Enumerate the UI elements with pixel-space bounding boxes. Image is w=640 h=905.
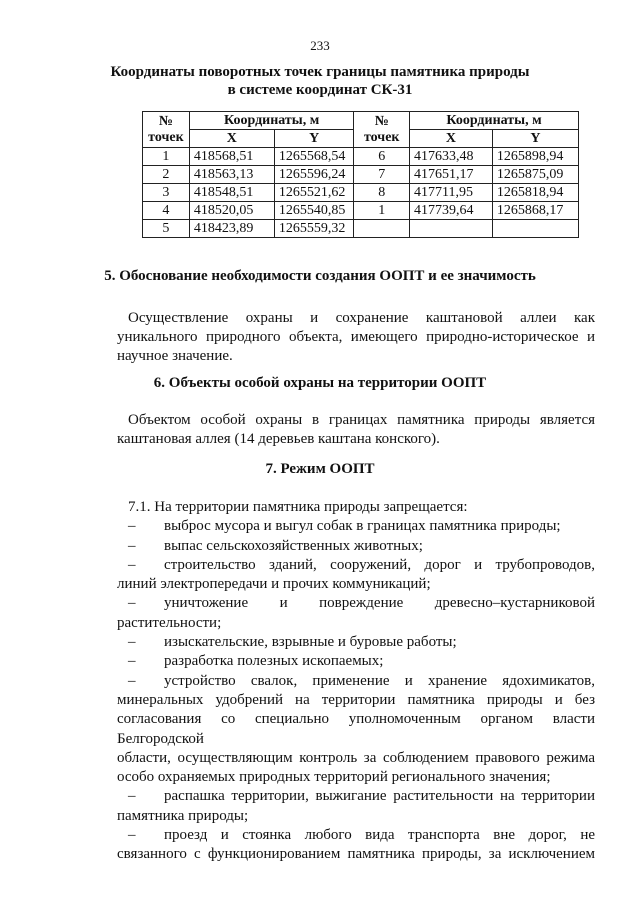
list-item: – выброс мусора и выгул собак в границах памятника природы; xyxy=(128,518,561,535)
header-y-left: Y xyxy=(274,130,354,148)
list-item-continuation: линий электропередачи и прочих коммуникаций; xyxy=(117,576,431,593)
table-cell-left-x: 418563,13 xyxy=(189,166,274,184)
list-item: – изыскательские, взрывные и буровые работы; xyxy=(128,634,457,651)
table-cell-right-y xyxy=(492,220,578,238)
list-item-continuation: связанного с функционированием памятника природы, за исключением xyxy=(117,846,595,863)
section7-heading: 7. Режим ООПТ xyxy=(265,461,375,477)
header-y-right: Y xyxy=(492,130,578,148)
table-cell-right-x xyxy=(410,220,493,238)
section7-intro: 7.1. На территории памятника природы запрещается: xyxy=(128,499,468,515)
table-cell-right-n: 8 xyxy=(354,184,410,202)
section6-paragraph xyxy=(117,411,595,449)
section5-line3: научное значение. xyxy=(117,348,233,364)
list-item: – разработка полезных ископаемых; xyxy=(128,653,384,670)
table-cell-right-y: 1265875,09 xyxy=(492,166,578,184)
table-cell-left-x: 418548,51 xyxy=(189,184,274,202)
table-cell-right-y: 1265898,94 xyxy=(492,148,578,166)
header-coordinates-left: Координаты, м xyxy=(189,112,354,130)
table-cell-left-y: 1265540,85 xyxy=(274,202,354,220)
table-cell-right-x: 417739,64 xyxy=(410,202,493,220)
section6-line2: каштановая аллея (14 деревьев каштана конского). xyxy=(117,431,440,447)
table-cell-left-x: 418423,89 xyxy=(189,220,274,238)
section5-line1: Осуществление охраны и сохранение каштановой аллеи как xyxy=(128,310,595,326)
section6-line1: Объектом особой охраны в границах памятника природы является xyxy=(128,412,595,428)
list-item: – строительство зданий, сооружений, дорог и трубопроводов, xyxy=(128,556,595,573)
table-cell-left-n: 3 xyxy=(143,184,190,202)
header-point-number-left: № точек xyxy=(143,112,190,148)
list-item-continuation: области, осуществляющим контроль за соблюдением правового режима xyxy=(117,749,595,766)
table-title-line2: в системе координат СК-31 xyxy=(227,82,413,98)
table-cell-right-x: 417711,95 xyxy=(410,184,493,202)
coordinates-table-body xyxy=(143,148,579,238)
list-item: – распашка территории, выжигание растительности на территории xyxy=(128,788,595,805)
table-cell-left-x: 418568,51 xyxy=(189,148,274,166)
table-cell-left-y: 1265521,62 xyxy=(274,184,354,202)
table-row xyxy=(143,166,579,184)
header-x-left: X xyxy=(189,130,274,148)
table-cell-left-y: 1265568,54 xyxy=(274,148,354,166)
table-cell-right-n: 7 xyxy=(354,166,410,184)
section5-paragraph xyxy=(117,309,595,366)
header-x-right: X xyxy=(410,130,493,148)
table-cell-left-y: 1265596,24 xyxy=(274,166,354,184)
table-cell-right-n: 6 xyxy=(354,148,410,166)
table-cell-left-n: 4 xyxy=(143,202,190,220)
list-item-continuation: растительности; xyxy=(117,614,222,631)
coordinates-table xyxy=(142,111,579,238)
table-cell-right-y: 1265868,17 xyxy=(492,202,578,220)
table-row xyxy=(143,148,579,166)
section7-list xyxy=(117,498,595,865)
page-number: 233 xyxy=(310,38,330,53)
list-item: – устройство свалок, применение и хранение ядохимикатов, xyxy=(128,672,595,689)
table-cell-right-n: 1 xyxy=(354,202,410,220)
table-cell-left-n: 2 xyxy=(143,166,190,184)
list-item: – выпас сельскохозяйственных животных; xyxy=(128,537,423,554)
section5-line2: уникального природного объекта, имеющего природно-историческое и xyxy=(117,329,595,345)
list-item-continuation: памятника природы; xyxy=(117,807,249,824)
table-cell-left-x: 418520,05 xyxy=(189,202,274,220)
list-item: – уничтожение и повреждение древесно–кустарниковой xyxy=(128,595,595,612)
section5-heading: 5. Обоснование необходимости создания ООПТ и ее значимость xyxy=(104,268,536,284)
header-coordinates-right: Координаты, м xyxy=(410,112,579,130)
list-item-continuation: минеральных удобрений на территории памятника природы и без xyxy=(117,691,595,708)
list-item: – проезд и стоянка любого вида транспорта вне дорог, не xyxy=(128,827,595,844)
list-item-continuation: согласования со специально уполномоченным органом власти Белгородской xyxy=(117,711,595,747)
table-title xyxy=(0,63,640,99)
header-point-number-right: № точек xyxy=(354,112,410,148)
section6-heading: 6. Объекты особой охраны на территории ООПТ xyxy=(153,375,487,391)
table-cell-right-n xyxy=(354,220,410,238)
list-item-continuation: особо охраняемых природных территорий регионального значения; xyxy=(117,769,551,786)
table-cell-left-y: 1265559,32 xyxy=(274,220,354,238)
table-row xyxy=(143,184,579,202)
table-cell-right-x: 417651,17 xyxy=(410,166,493,184)
table-cell-left-n: 5 xyxy=(143,220,190,238)
table-row xyxy=(143,202,579,220)
table-title-line1: Координаты поворотных точек границы памятника природы xyxy=(110,64,530,80)
table-row xyxy=(143,220,579,238)
table-cell-left-n: 1 xyxy=(143,148,190,166)
table-cell-right-x: 417633,48 xyxy=(410,148,493,166)
table-cell-right-y: 1265818,94 xyxy=(492,184,578,202)
